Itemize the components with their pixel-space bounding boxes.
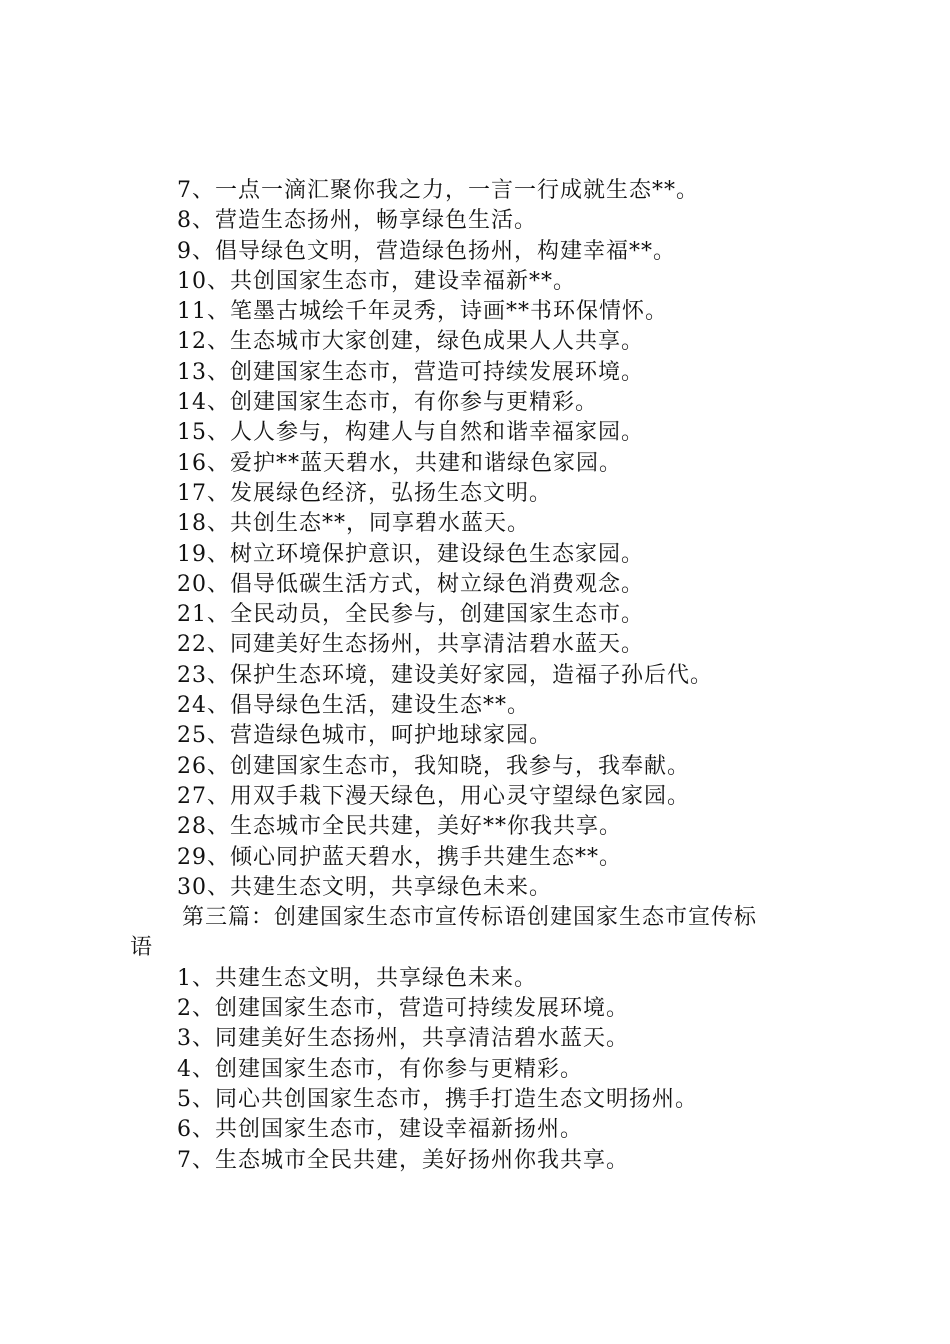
list-item: 23、保护生态环境，建设美好家园，造福子孙后代。	[177, 662, 713, 688]
slogan-list-part-three	[130, 964, 835, 1176]
list-item: 26、创建国家生态市，我知晓，我参与，我奉献。	[177, 753, 690, 779]
list-item: 17、发展绿色经济，弘扬生态文明。	[177, 480, 552, 506]
list-item: 5、同心共创国家生态市，携手打造生态文明扬州。	[177, 1086, 698, 1112]
section-three-heading	[130, 903, 835, 964]
list-item: 3、同建美好生态扬州，共享清洁碧水蓝天。	[177, 1026, 629, 1052]
list-item: 30、共建生态文明，共享绿色未来。	[177, 874, 552, 900]
list-item: 22、同建美好生态扬州，共享清洁碧水蓝天。	[177, 632, 644, 658]
list-item: 21、全民动员，全民参与，创建国家生态市。	[177, 602, 644, 628]
list-item: 20、倡导低碳生活方式，树立绿色消费观念。	[177, 571, 644, 597]
list-item: 9、倡导绿色文明，营造绿色扬州，构建幸福**。	[177, 238, 676, 264]
list-item: 25、营造绿色城市，呵护地球家园。	[177, 723, 552, 749]
list-item: 8、营造生态扬州，畅享绿色生活。	[177, 208, 537, 234]
section-heading-continuation: 语	[130, 935, 154, 961]
slogan-list-part-two	[130, 176, 835, 903]
list-item: 18、共创生态**，同享碧水蓝天。	[177, 511, 530, 537]
list-item: 7、一点一滴汇聚你我之力，一言一行成就生态**。	[177, 178, 699, 203]
list-item: 1、共建生态文明，共享绿色未来。	[177, 965, 537, 991]
list-item: 29、倾心同护蓝天碧水，携手共建生态**。	[177, 844, 622, 870]
list-item: 16、爱护**蓝天碧水，共建和谐绿色家园。	[177, 450, 622, 476]
list-item: 14、创建国家生态市，有你参与更精彩。	[177, 390, 598, 416]
list-item: 28、生态城市全民共建，美好**你我共享。	[177, 814, 622, 840]
list-item: 19、树立环境保护意识，建设绿色生态家园。	[177, 541, 644, 567]
list-item: 7、生态城市全民共建，美好扬州你我共享。	[177, 1147, 629, 1173]
section-heading-line: 第三篇：创建国家生态市宣传标语创建国家生态市宣传标	[182, 905, 758, 931]
list-item: 27、用双手栽下漫天绿色，用心灵守望绿色家园。	[177, 783, 690, 809]
list-item: 24、倡导绿色生活，建设生态**。	[177, 693, 530, 719]
document-body	[130, 176, 835, 1176]
list-item: 10、共创国家生态市，建设幸福新**。	[177, 268, 576, 294]
list-item: 6、共创国家生态市，建设幸福新扬州。	[177, 1117, 583, 1143]
list-item: 12、生态城市大家创建，绿色成果人人共享。	[177, 329, 644, 355]
list-item: 4、创建国家生态市，有你参与更精彩。	[177, 1056, 583, 1082]
list-item: 2、创建国家生态市，营造可持续发展环境。	[177, 996, 629, 1022]
list-item: 11、笔墨古城绘千年灵秀，诗画**书环保情怀。	[177, 299, 668, 325]
list-item: 13、创建国家生态市，营造可持续发展环境。	[177, 359, 644, 385]
list-item: 15、人人参与，构建人与自然和谐幸福家园。	[177, 420, 644, 446]
